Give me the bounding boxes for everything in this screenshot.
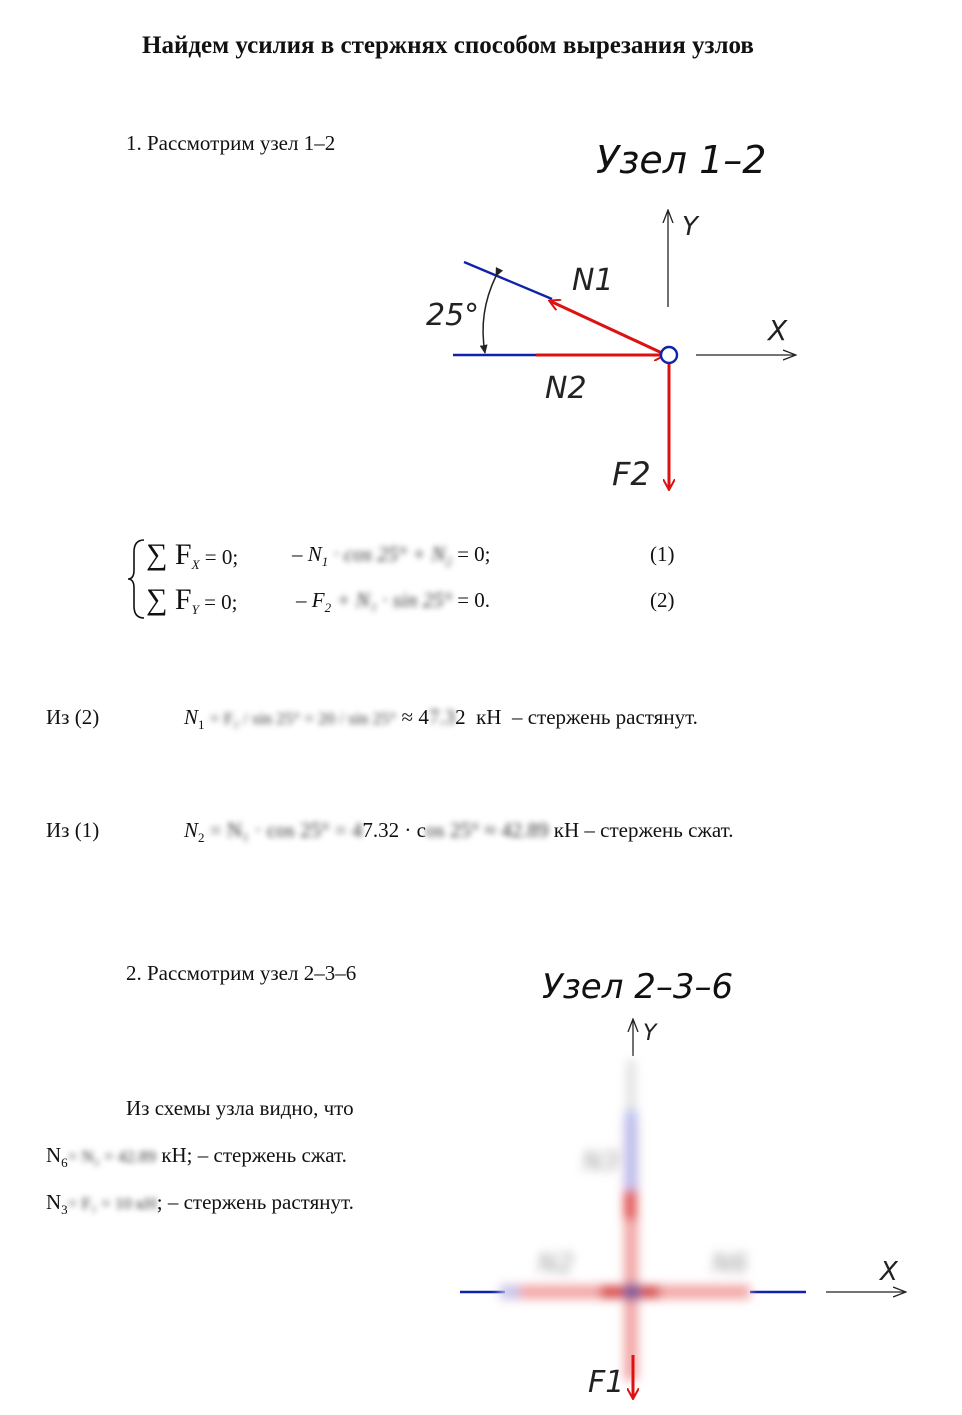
equation-2-body (296, 588, 490, 616)
diagram1-title: Узел 1–2 (596, 138, 767, 182)
from1-conclusion: – стержень сжат. (584, 818, 734, 842)
n3-label: N3 (583, 1147, 619, 1177)
system-brace (126, 538, 148, 620)
equation-1 (146, 538, 238, 573)
eq1-body-pre: – N (292, 542, 322, 566)
eq1-number: (1) (650, 542, 675, 566)
eq1-body-hidden-sub: 2 (445, 554, 452, 570)
from2-tail-end: 2 (455, 705, 466, 729)
y-axis-label-2: Y (643, 1021, 657, 1046)
from1-hidden-b: os 25° ≈ 42.89 (425, 818, 549, 842)
from2-formula (184, 705, 698, 733)
from1-hidden-a: = N₁ · cos 25° = 4 (209, 818, 363, 842)
force-n1-arrow (550, 301, 662, 353)
eq2-body-hidden: + N₁ · sin 25° (336, 588, 452, 612)
section2-line2 (46, 1190, 354, 1218)
n6-var-sub: 6 (61, 1155, 68, 1171)
from2-unit: кН (476, 705, 502, 729)
from2-tail-shown: ≈ 4 (401, 705, 429, 729)
page-title: Найдем усилия в стержнях способом вырезания узлов (142, 32, 754, 59)
eq1-lhs-sub: X (191, 557, 200, 573)
angle-arc (483, 276, 496, 353)
n2-label-2: N2 (538, 1249, 574, 1279)
equation-2 (146, 583, 238, 618)
eq2-number: (2) (650, 588, 675, 612)
n6-label: N6 (712, 1249, 748, 1279)
eq2-lhs-sub: Y (191, 602, 199, 618)
eq1-body-hidden: · cos 25° + N (333, 542, 446, 566)
from2-hidden: = F₂ / sin 25° = 20 / sin 25° (209, 709, 397, 728)
n6-var: N (46, 1143, 62, 1167)
eq1-lhs: ∑ F (146, 538, 192, 571)
equation-1-body (292, 542, 491, 570)
f1-label: F1 (588, 1365, 625, 1400)
n6-unit: кН; (161, 1143, 193, 1167)
diagram2-title: Узел 2–3–6 (542, 967, 734, 1007)
section1-heading: 1. Рассмотрим узел 1–2 (126, 131, 336, 155)
eq1-body-sub: 1 (321, 554, 329, 570)
from1-formula (184, 818, 734, 846)
bar-n1-blue (464, 262, 552, 299)
from1-var-sub: 2 (198, 830, 205, 846)
n3-hidden: = F₁ = 10 кН (67, 1194, 157, 1213)
eq2-body-sub: 2 (324, 600, 332, 616)
eq1-body-post: = 0; (457, 542, 491, 566)
eq2-lhs: ∑ F (146, 583, 192, 616)
from2-hidden-tail: 7.3 (428, 705, 456, 729)
from2-var: N (184, 705, 199, 729)
n3-var: N (46, 1190, 62, 1214)
eq2-rhs: = 0; (204, 590, 238, 614)
from2-conclusion: – стержень растянут. (511, 705, 698, 729)
n3-conclusion: ; – стержень растянут. (156, 1190, 354, 1214)
from1-prefix: Из (1) (46, 818, 100, 842)
n1-label: N1 (572, 263, 614, 298)
section2-heading: 2. Рассмотрим узел 2–3–6 (126, 961, 357, 985)
from2-prefix: Из (2) (46, 705, 100, 729)
from1-shown: 7.32 · c (362, 818, 426, 842)
n2-label: N2 (545, 371, 587, 406)
eq2-body-post: = 0. (457, 588, 491, 612)
section2-intro: Из схемы узла видно, что (126, 1096, 354, 1120)
from1-var: N (184, 818, 199, 842)
n3-var-sub: 3 (61, 1202, 68, 1218)
n6-conclusion: – стержень сжат. (197, 1143, 347, 1167)
section2-line1 (46, 1143, 347, 1171)
blurred-node-area (500, 1060, 750, 1380)
x-axis-label: X (768, 314, 788, 347)
angle-label: 25° (426, 298, 480, 333)
eq1-rhs: = 0; (204, 545, 239, 569)
node-2-3-6-diagram (450, 960, 920, 1405)
eq2-body-pre: – F (296, 588, 325, 612)
f2-label: F2 (612, 455, 651, 493)
node-1-2-diagram (400, 125, 820, 505)
from2-var-sub: 1 (198, 717, 205, 733)
y-axis-label: Y (682, 212, 698, 242)
node-circle (661, 347, 677, 363)
n6-hidden: = N₂ = 42.89 (67, 1147, 157, 1166)
x-axis-label-2: X (880, 1257, 898, 1287)
from1-unit: кН (553, 818, 580, 842)
